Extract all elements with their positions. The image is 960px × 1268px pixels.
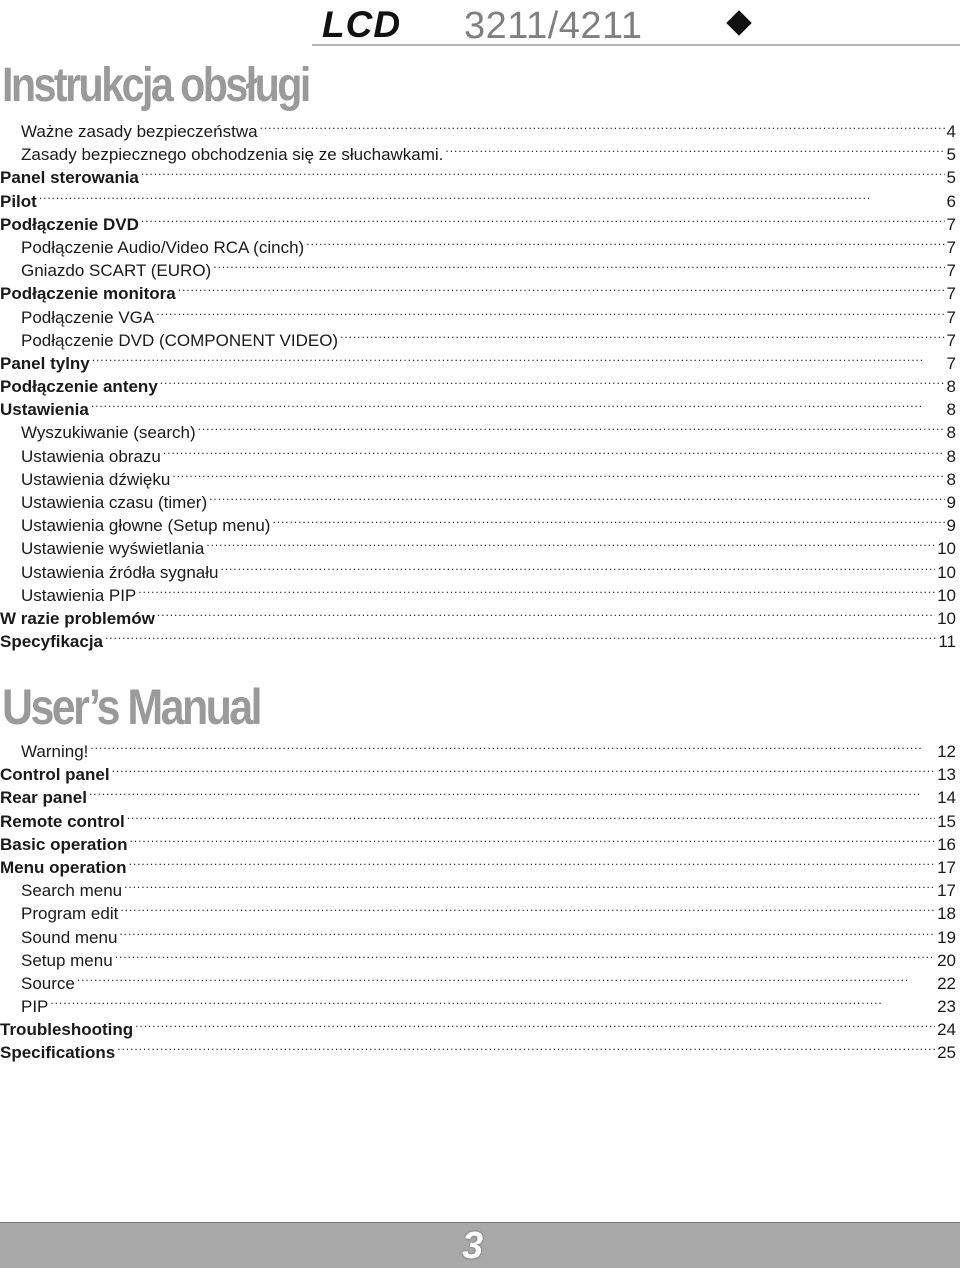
toc-entry[interactable] <box>0 989 956 1017</box>
toc-dot-leader <box>340 323 944 346</box>
toc-dot-leader <box>172 462 944 485</box>
toc-entry-label: Zasady bezpiecznego obchodzenia się ze słuchawkami. <box>21 145 444 165</box>
toc-dot-leader <box>130 827 936 850</box>
toc-entry[interactable] <box>0 896 956 924</box>
toc-entry-label: Ustawienia obrazu <box>21 446 161 466</box>
toc-dot-leader <box>221 555 936 578</box>
toc-entry[interactable] <box>0 780 956 808</box>
toc-entry[interactable] <box>0 966 956 993</box>
toc-entry-page: 8 <box>946 423 956 443</box>
brand-label: LCD <box>322 4 402 45</box>
toc-entry-label: Podłączenie DVD (COMPONENT VIDEO) <box>21 330 339 350</box>
toc-dot-leader <box>115 943 935 966</box>
toc-dot-leader <box>260 114 945 137</box>
toc-dot-leader <box>90 734 935 757</box>
toc-entry[interactable] <box>0 601 956 628</box>
toc-entry-label: Ustawienia dźwięku <box>21 469 171 489</box>
toc-entry-page: 14 <box>937 788 956 808</box>
toc-polish <box>0 114 956 652</box>
toc-dot-leader <box>105 624 936 647</box>
toc-entry-page: 7 <box>946 353 956 373</box>
toc-entry-page: 23 <box>937 997 956 1017</box>
diamond-icon <box>726 10 751 35</box>
toc-entry-page: 9 <box>946 516 956 536</box>
toc-entry-label: Ustawienia źródła sygnału <box>21 562 219 582</box>
toc-entry-label: Basic operation <box>0 834 128 854</box>
toc-entry[interactable] <box>0 578 956 605</box>
toc-entry-page: 22 <box>937 973 956 993</box>
toc-entry-page: 7 <box>946 261 956 281</box>
toc-entry-page: 10 <box>937 608 956 628</box>
toc-entry-label: Podłączenie VGA <box>21 307 155 327</box>
toc-entry[interactable] <box>0 346 956 373</box>
toc-entry-label: PIP <box>21 997 49 1017</box>
toc-dot-leader <box>209 485 944 508</box>
toc-english <box>0 734 956 1063</box>
toc-dot-leader <box>141 160 945 183</box>
toc-entry-label: Specifications <box>0 1043 116 1063</box>
toc-dot-leader <box>92 346 945 369</box>
toc-entry-label: Ustawienia głowne (Setup menu) <box>21 516 271 536</box>
toc-dot-leader <box>135 1012 935 1035</box>
page-number: 3 <box>462 1225 484 1267</box>
toc-entry-label: Ustawienia PIP <box>21 585 137 605</box>
toc-dot-leader <box>129 850 936 873</box>
toc-dot-leader <box>39 184 945 207</box>
toc-dot-leader <box>77 966 935 989</box>
toc-entry-label: Setup menu <box>21 950 113 970</box>
toc-entry-page: 9 <box>946 493 956 512</box>
toc-entry-page: 8 <box>946 446 956 466</box>
toc-entry-page: 10 <box>937 562 956 582</box>
toc-entry-page: 7 <box>946 307 956 327</box>
toc-entry[interactable] <box>0 850 956 877</box>
toc-dot-leader <box>445 137 944 160</box>
toc-entry-label: Specyfikacja <box>0 632 104 652</box>
toc-entry-label: Ustawienie wyświetlania <box>21 539 205 559</box>
toc-entry-label: Pilot <box>0 191 37 211</box>
toc-entry-page: 7 <box>946 214 956 234</box>
toc-entry[interactable] <box>0 369 956 397</box>
toc-dot-leader <box>89 780 935 803</box>
toc-entry-page: 8 <box>946 400 956 420</box>
toc-entry-label: Wyszukiwanie (search) <box>21 423 196 443</box>
toc-entry-label: Menu operation <box>0 857 127 877</box>
toc-dot-leader <box>206 531 935 554</box>
toc-entry[interactable] <box>0 624 956 652</box>
toc-entry-page: 7 <box>946 284 956 304</box>
toc-entry-page: 7 <box>946 237 956 257</box>
toc-entry-label: Podłączenie anteny <box>0 377 158 397</box>
toc-dot-leader <box>160 369 945 392</box>
toc-dot-leader <box>119 920 935 943</box>
page-header <box>312 0 960 46</box>
toc-dot-leader <box>138 578 935 601</box>
toc-entry-label: Podłączenie monitora <box>0 284 176 304</box>
toc-entry-page: 8 <box>946 377 956 397</box>
toc-entry[interactable] <box>0 873 956 901</box>
toc-dot-leader <box>198 415 945 438</box>
toc-entry[interactable] <box>0 943 956 970</box>
toc-entry-page: 10 <box>937 585 956 605</box>
toc-entry-page: 7 <box>946 330 956 350</box>
toc-entry-page: 13 <box>937 765 956 785</box>
toc-entry[interactable] <box>0 184 956 211</box>
toc-dot-leader <box>124 873 935 896</box>
section-title-polish: Instrukcja obsługi <box>2 59 309 112</box>
toc-entry-label: Ustawienia <box>0 400 89 420</box>
toc-entry-label: Troubleshooting <box>0 1020 134 1040</box>
toc-entry-label: Ustawienia czasu (timer) <box>21 493 208 512</box>
toc-dot-leader <box>112 757 936 780</box>
toc-entry-page: 10 <box>937 539 956 559</box>
toc-dot-leader <box>141 207 945 230</box>
toc-entry[interactable] <box>0 1012 956 1040</box>
model-number: 3211/4211 <box>464 5 643 47</box>
toc-entry[interactable] <box>0 207 956 234</box>
toc-dot-leader <box>272 508 944 531</box>
toc-entry[interactable] <box>0 392 956 420</box>
toc-entry-label: Control panel <box>0 765 110 785</box>
toc-entry[interactable] <box>0 757 956 785</box>
toc-dot-leader <box>120 896 935 919</box>
toc-entry-label: Gniazdo SCART (EURO) <box>21 261 212 281</box>
toc-entry-page: 19 <box>937 927 956 947</box>
toc-entry-page: 12 <box>937 742 956 761</box>
toc-dot-leader <box>163 439 945 462</box>
toc-entry-label: Source <box>21 973 75 993</box>
toc-entry-label: Program edit <box>21 904 119 924</box>
toc-entry-page: 8 <box>946 469 956 489</box>
toc-entry-label: Ważne zasady bezpieczeństwa <box>21 122 258 141</box>
toc-entry[interactable] <box>0 160 956 188</box>
toc-dot-leader <box>306 230 944 253</box>
toc-entry-label: W razie problemów <box>0 608 155 628</box>
toc-entry-page: 5 <box>946 145 956 165</box>
toc-entry-label: Sound menu <box>21 927 118 947</box>
toc-entry-page: 25 <box>937 1043 956 1063</box>
toc-entry-page: 5 <box>946 168 956 188</box>
toc-dot-leader <box>213 253 944 276</box>
toc-entry[interactable] <box>0 734 956 761</box>
toc-dot-leader <box>127 804 935 827</box>
toc-entry-label: Podłączenie Audio/Video RCA (cinch) <box>21 237 305 257</box>
toc-entry-label: Search menu <box>21 881 123 901</box>
toc-entry[interactable] <box>0 804 956 831</box>
toc-entry-page: 17 <box>937 857 956 877</box>
toc-entry[interactable] <box>0 114 956 141</box>
toc-entry[interactable] <box>0 920 956 947</box>
toc-entry[interactable] <box>0 1035 956 1063</box>
toc-dot-leader <box>91 392 945 415</box>
toc-entry-page: 11 <box>938 632 956 652</box>
toc-entry-page: 16 <box>937 834 956 854</box>
toc-entry-label: Panel tylny <box>0 353 90 373</box>
toc-dot-leader <box>50 989 935 1012</box>
toc-entry-page: 6 <box>946 191 956 211</box>
toc-entry-label: Remote control <box>0 811 125 831</box>
toc-entry-label: Warning! <box>21 742 89 761</box>
toc-dot-leader <box>156 300 944 323</box>
toc-entry[interactable] <box>0 230 956 257</box>
toc-entry-label: Panel sterowania <box>0 168 139 188</box>
toc-entry-page: 20 <box>937 950 956 970</box>
toc-entry-page: 4 <box>946 122 956 141</box>
section-title-english: User’s Manual <box>2 679 261 735</box>
toc-entry-page: 18 <box>937 904 956 924</box>
toc-entry-page: 15 <box>937 811 956 831</box>
toc-entry-label: Rear panel <box>0 788 87 808</box>
toc-dot-leader <box>157 601 935 624</box>
toc-dot-leader <box>117 1035 935 1058</box>
toc-entry[interactable] <box>0 415 956 443</box>
page-footer <box>0 1222 960 1268</box>
toc-entry-page: 17 <box>937 881 956 901</box>
toc-entry[interactable] <box>0 827 956 854</box>
toc-entry-page: 24 <box>937 1020 956 1040</box>
toc-entry-label: Podłączenie DVD <box>0 214 139 234</box>
toc-dot-leader <box>178 276 945 299</box>
